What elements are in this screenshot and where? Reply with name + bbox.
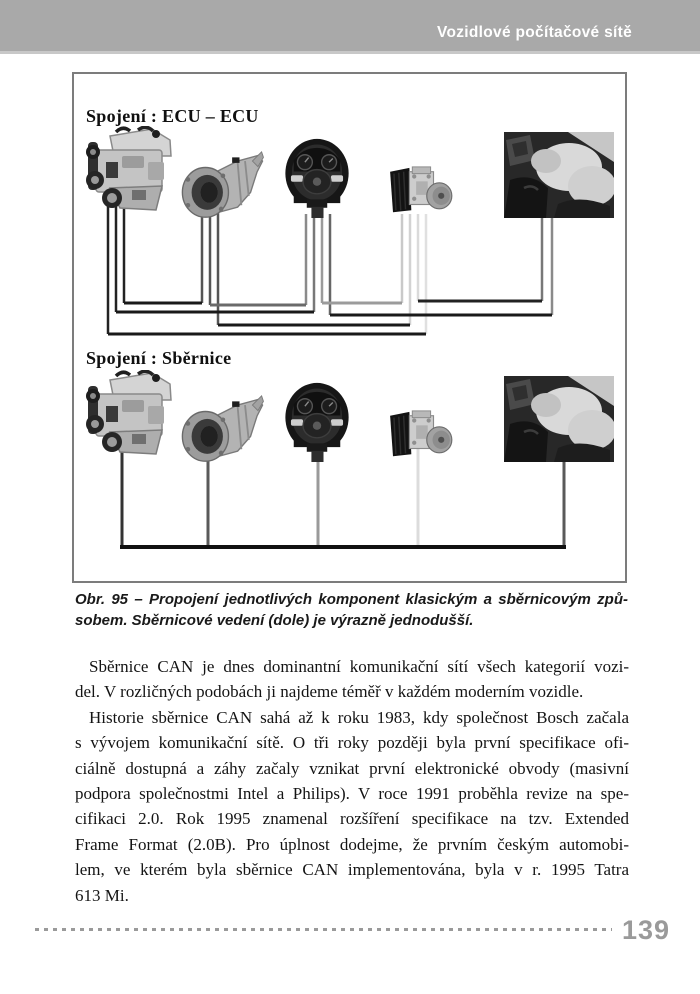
figure-caption xyxy=(75,589,628,631)
gearbox-icon xyxy=(182,152,263,217)
text-line: s vývojem komunikační sítě. O tři roky později byla první specifikace ofi- xyxy=(75,733,629,753)
text-line: del. V rozličných podobách ji najdeme téměř v každém moderním vozidle. xyxy=(75,682,584,702)
footer-dotted-rule xyxy=(35,928,612,931)
text-line: 613 Mi. xyxy=(75,885,129,905)
chapter-header-bar xyxy=(0,0,700,51)
figure-95-box xyxy=(72,72,627,583)
wiring-diagram xyxy=(74,74,625,581)
text-line: podpora společnostmi Intel a Philips). V roce 1991 proběhla revize na spe- xyxy=(75,784,629,804)
engine-icon xyxy=(86,371,171,454)
diagram-label-ecu: Spojení : ECU – ECU xyxy=(86,106,259,126)
text-line: lem, ve kterém byla sběrnice CAN implementována, byla v r. 1995 Tatra xyxy=(75,860,629,880)
text-line: Historie sběrnice CAN sahá až k roku 1983, kdy společnost Bosch začala xyxy=(89,707,629,727)
page-number: 139 xyxy=(621,915,670,945)
text-line: cifikaci 2.0. Rok 1995 znamenal rozšíření specifikace na tzv. Extended xyxy=(75,809,629,829)
engine-icon xyxy=(86,127,171,210)
text-line: ciálně dostupná a záhy začaly vznikat první elektronické obvody (masivní xyxy=(75,758,629,778)
abs-unit-icon xyxy=(390,411,452,456)
gearbox-icon xyxy=(182,396,263,461)
chapter-title: Vozidlové počítačové sítě xyxy=(437,24,632,41)
steering-wheel-icon xyxy=(285,139,348,218)
ecu-mesh-wires xyxy=(108,206,552,334)
caption-line: sobem. Sběrnicové vedení (dole) je výrazně jednodušší. xyxy=(75,612,474,629)
diagram-label-bus: Spojení : Sběrnice xyxy=(86,348,232,368)
abs-unit-icon xyxy=(390,167,452,212)
text-line: Frame Format (2.0B). Pro úplnost dodejme, že prvním českým automobi- xyxy=(75,834,629,854)
text-line: Sběrnice CAN je dnes dominantní komunikační sítí všech kategorií vozi- xyxy=(89,657,629,676)
airbag-photo xyxy=(504,132,616,218)
header-divider xyxy=(0,51,700,54)
caption-line: Obr. 95 – Propojení jednotlivých komponent klasickým a sběrnicovým způ- xyxy=(75,591,628,608)
steering-wheel-icon xyxy=(285,383,348,462)
bus-wires xyxy=(120,444,566,548)
body-text xyxy=(75,654,629,908)
airbag-photo xyxy=(504,376,616,462)
